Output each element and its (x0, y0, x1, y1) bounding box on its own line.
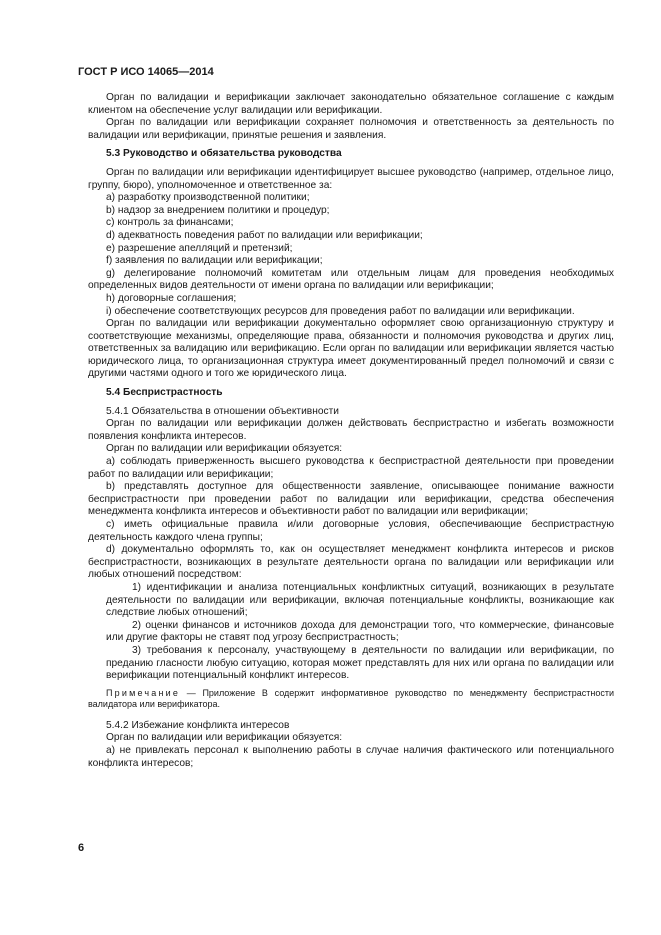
paragraph: b) представлять доступное для общественности заявление, описывающее понимание важности беспристрастности при проведении работ по валидации или верификации, средства обеспечения менеджмента конфликта интересов и объективности работ по валидации или верификации; (88, 481, 614, 518)
document-body (88, 92, 614, 770)
paragraph: e) разрешение апелляций и претензий; (106, 242, 293, 254)
document-header: ГОСТ Р ИСО 14065—2014 (78, 66, 214, 78)
paragraph: Орган по валидации или верификации документально оформляет свою организационную структуру и соответствующие механизмы, определяющие права, обязанности и полномочия руководства и других лиц, ответственных за валидацию или верификацию. Если орган по валидации или верификации является частью юридического лица, то организационная структура имеет документированный предел полномочий и связи с другими частями одного и того же юридического лица. (88, 318, 614, 380)
paragraph: d) документально оформлять то, как он осуществляет менеджмент конфликта интересов и рисков беспристрастности, возникающих в результате деятельности органа по валидации или верификации или любых отношений посредством: (88, 544, 614, 581)
paragraph: d) адекватность поведения работ по валидации или верификации; (106, 229, 423, 241)
paragraph: i) обеспечение соответствующих ресурсов для проведения работ по валидации или верификации. (106, 305, 575, 317)
paragraph: c) иметь официальные правила и/или договорные условия, обеспечивающие беспристрастную деятельность каждого члена группы; (88, 519, 614, 543)
note-label: Примечание (106, 687, 181, 698)
paragraph: a) не привлекать персонал к выполнению работы в случае наличия фактического или потенциального конфликта интересов; (88, 744, 614, 769)
sub-list-item: 3) требования к персоналу, участвующему в деятельности по валидации или верификации, по преданию гласности любую ситуацию, которая может представлять для них или органа по валидации или верификации потенциальный конфликт интересов. (106, 644, 614, 682)
paragraph: c) контроль за финансами; (106, 217, 234, 229)
paragraph: g) делегирование полномочий комитетам или отдельным лицам для проведения необходимых определенных видов деятельности от имени органа по валидации или верификации; (88, 267, 614, 292)
sub-list-item: 1) идентификации и анализа потенциальных конфликтных ситуаций, возникающих в результате деятельности по валидации или верификации, включая потенциальные конфликты, возникающие как следствие любых отношений; (106, 581, 614, 619)
paragraph: f) заявления по валидации или верификации; (106, 255, 323, 267)
paragraph: Орган по валидации или верификации должен действовать беспристрастно и избегать возможности появления конфликта интересов. (88, 418, 614, 442)
section-heading: 5.3 Руководство и обязательства руководства (106, 148, 342, 160)
note-text: — Приложение В содержит информативное руководство по менеджменту беспристрастности валидатора или верификатора. (88, 687, 614, 709)
paragraph: a) соблюдать приверженность высшего руководства к беспристрастной деятельности при проведении работ по валидации или верификации; (88, 456, 614, 480)
paragraph: Орган по валидации или верификации идентифицирует высшее руководство (например, отдельное лицо, группу, бюро), уполномоченное и ответственное за: (88, 166, 614, 191)
page-number: 6 (78, 842, 85, 854)
paragraph: h) договорные соглашения; (106, 292, 237, 304)
sub-list-item: 2) оценки финансов и источников дохода для демонстрации того, что коммерческие, финансовые или другие факторы не ставят под угрозу беспристрастность; (106, 619, 614, 644)
paragraph: b) надзор за внедрением политики и процедур; (106, 204, 330, 216)
note-paragraph (88, 688, 614, 710)
paragraph: a) разработку производственной политики; (106, 192, 310, 204)
paragraph: Орган по валидации или верификации обязуется: (106, 732, 343, 744)
paragraph: Орган по валидации и верификации заключает законодательно обязательное соглашение с каждым клиентом на обеспечение услуг валидации или верификации. (88, 92, 614, 116)
paragraph: Орган по валидации или верификации сохраняет полномочия и ответственность за деятельность по валидации или верификации, принятые решения и заявления. (88, 117, 614, 141)
section-heading: 5.4 Беспристрастность (106, 387, 223, 399)
paragraph: 5.4.2 Избежание конфликта интересов (106, 719, 290, 731)
paragraph: 5.4.1 Обязательства в отношении объективности (106, 405, 339, 417)
paragraph: Орган по валидации или верификации обязуется: (106, 443, 343, 455)
